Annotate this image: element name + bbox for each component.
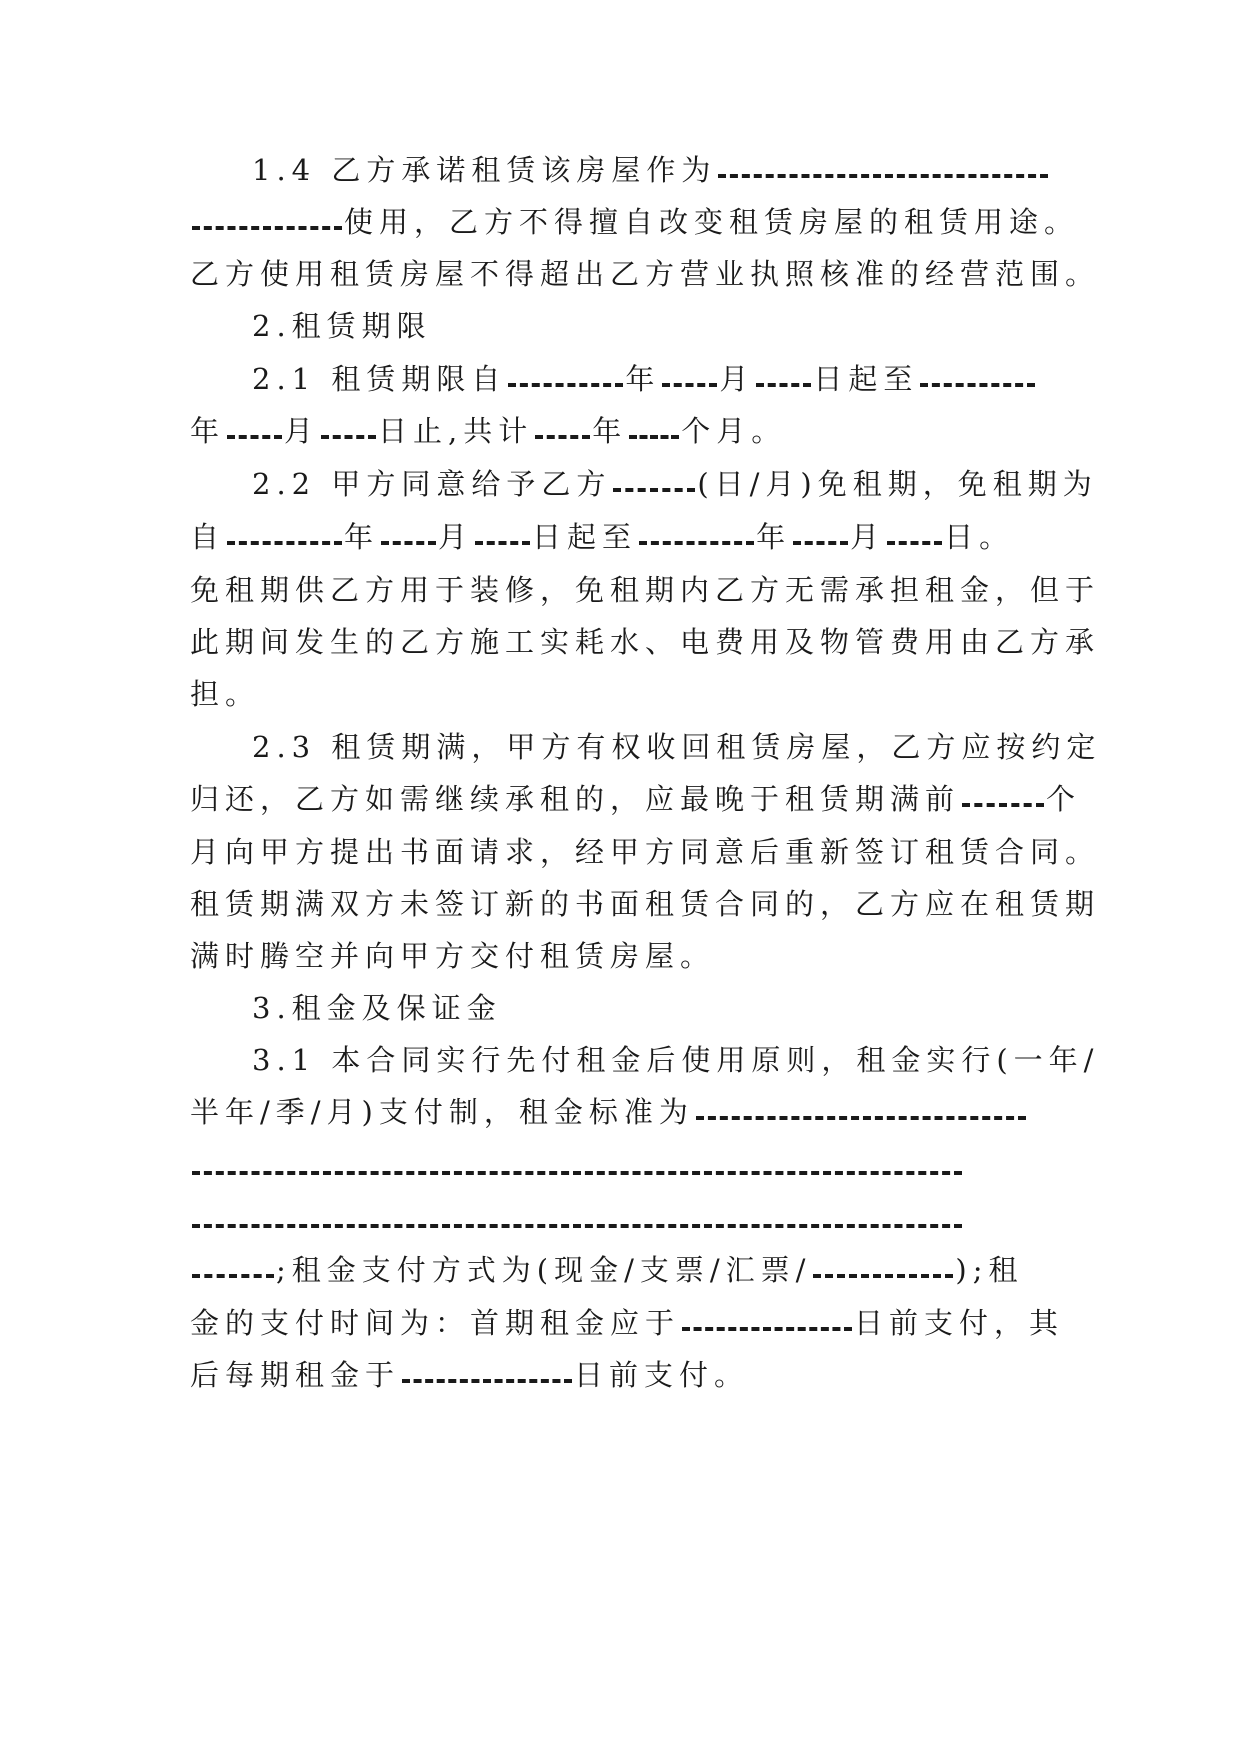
text-segment: (日/月)免租期，免租期为 [697, 467, 1098, 501]
text-line [190, 926, 1050, 986]
text-segment: 个月。 [681, 414, 787, 448]
fill-in-blank[interactable] [920, 383, 1035, 387]
fill-in-blank[interactable] [192, 226, 342, 230]
text-segment: ;租金支付方式为(现金/支票/汇票/ [276, 1253, 812, 1287]
text-segment: 年 [625, 362, 661, 396]
text-segment: 日止,共计 [378, 414, 534, 448]
text-segment: 后每期租金于 [190, 1358, 401, 1392]
fill-in-blank[interactable] [227, 541, 342, 545]
text-line [190, 1082, 1050, 1142]
text-segment: 金的支付时间为：首期租金应于 [190, 1306, 681, 1340]
fill-in-blank[interactable] [192, 1224, 962, 1228]
text-segment: 月 [438, 520, 474, 554]
text-segment: 日起至 [532, 520, 638, 554]
text-line [190, 1137, 1050, 1197]
fill-in-blank[interactable] [813, 1274, 953, 1278]
fill-in-blank[interactable] [756, 383, 811, 387]
text-segment: 年 [592, 414, 628, 448]
text-segment: 租赁期满双方未签订新的书面租赁合同的，乙方应在租赁期 [190, 887, 1101, 921]
text-line [190, 769, 1082, 829]
fill-in-blank[interactable] [718, 174, 1048, 178]
fill-in-blank[interactable] [793, 541, 848, 545]
text-segment: 日前支付，其 [854, 1306, 1065, 1340]
text-segment: 乙方使用租赁房屋不得超出乙方营业执照核准的经营范围。 [190, 257, 1101, 291]
text-segment: 归还，乙方如需继续承租的，应最晚于租赁期满前 [190, 782, 961, 816]
text-line [190, 822, 1101, 882]
text-line [252, 978, 1050, 1038]
text-segment: 日前支付。 [574, 1358, 750, 1392]
text-segment: 此期间发生的乙方施工实耗水、电费用及物管费用由乙方承 [190, 625, 1101, 659]
text-segment: 2.3 租赁期满，甲方有权收回租赁房屋，乙方应按约定 [252, 730, 1102, 764]
text-segment: 免租期供乙方用于装修，免租期内乙方无需承担租金，但于 [190, 573, 1101, 607]
text-segment: 自 [190, 520, 226, 554]
text-segment: 使用，乙方不得擅自改变租赁房屋的租赁用途。 [344, 205, 1080, 239]
text-line [190, 1293, 1065, 1353]
text-segment: 年 [344, 520, 380, 554]
text-line [190, 507, 1050, 567]
text-segment: 月 [719, 362, 755, 396]
fill-in-blank[interactable] [192, 1274, 274, 1278]
text-line [190, 192, 1080, 252]
text-segment: 半年/季/月)支付制，租金标准为 [190, 1095, 694, 1129]
text-segment: 月 [284, 414, 320, 448]
fill-in-blank[interactable] [682, 1327, 852, 1331]
fill-in-blank[interactable] [696, 1116, 1026, 1120]
text-segment: 年 [190, 414, 226, 448]
text-segment: 满时腾空并向甲方交付租赁房屋。 [190, 939, 716, 973]
text-line [190, 401, 1050, 461]
text-line [252, 349, 1050, 409]
fill-in-blank[interactable] [192, 1171, 962, 1175]
text-segment: 2.租赁期限 [252, 309, 432, 343]
fill-in-blank[interactable] [887, 541, 942, 545]
fill-in-blank[interactable] [475, 541, 530, 545]
text-segment: 3.租金及保证金 [252, 991, 502, 1025]
text-line [190, 1240, 1050, 1300]
text-line [252, 296, 1050, 356]
text-line [190, 874, 1101, 934]
text-line [190, 664, 1050, 724]
fill-in-blank[interactable] [535, 435, 590, 439]
fill-in-blank[interactable] [381, 541, 436, 545]
text-segment: 3.1 本合同实行先付租金后使用原则，租金实行(一年/ [252, 1043, 1100, 1077]
text-segment: 日起至 [813, 362, 919, 396]
fill-in-blank[interactable] [629, 435, 679, 439]
text-segment: 年 [756, 520, 792, 554]
fill-in-blank[interactable] [321, 435, 376, 439]
fill-in-blank[interactable] [227, 435, 282, 439]
text-segment: 日。 [944, 520, 1015, 554]
text-line [252, 717, 1102, 777]
text-line [252, 454, 1098, 514]
text-line [190, 612, 1101, 672]
fill-in-blank[interactable] [402, 1379, 572, 1383]
text-segment: 1.4 乙方承诺租赁该房屋作为 [252, 153, 717, 187]
fill-in-blank[interactable] [639, 541, 754, 545]
text-line [190, 244, 1101, 304]
text-segment: 个 [1046, 782, 1082, 816]
text-segment: 2.1 租赁期限自 [252, 362, 507, 396]
fill-in-blank[interactable] [613, 488, 695, 492]
text-line [190, 1345, 1050, 1405]
text-line [252, 1030, 1100, 1090]
text-segment: 月向甲方提出书面请求，经甲方同意后重新签订租赁合同。 [190, 835, 1101, 869]
fill-in-blank[interactable] [962, 803, 1044, 807]
text-segment: 担。 [190, 677, 261, 711]
fill-in-blank[interactable] [662, 383, 717, 387]
text-segment: );租 [955, 1253, 1024, 1287]
text-line [252, 140, 1050, 200]
text-segment: 2.2 甲方同意给予乙方 [252, 467, 612, 501]
fill-in-blank[interactable] [508, 383, 623, 387]
text-line [190, 560, 1101, 620]
text-segment: 月 [850, 520, 886, 554]
